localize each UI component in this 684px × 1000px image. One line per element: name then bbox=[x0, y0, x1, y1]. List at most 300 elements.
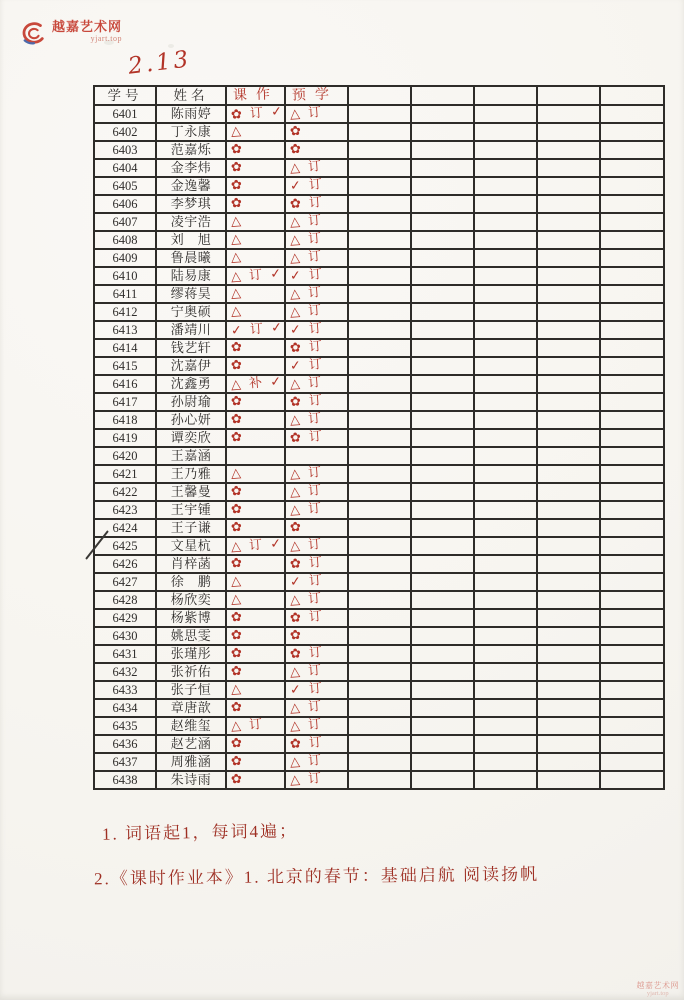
classwork-marks-cell: ✿ bbox=[226, 483, 285, 501]
empty-cell bbox=[411, 357, 474, 375]
empty-cell bbox=[348, 483, 411, 501]
student-row bbox=[94, 465, 664, 483]
empty-cell bbox=[474, 645, 537, 663]
classwork-marks-cell bbox=[226, 447, 285, 465]
student-id-cell: 6429 bbox=[94, 609, 156, 627]
student-name-cell: 赵维玺 bbox=[156, 717, 226, 735]
student-row bbox=[94, 393, 664, 411]
student-name-cell: 谭奕欣 bbox=[156, 429, 226, 447]
scan-smudge bbox=[168, 44, 174, 48]
empty-cell bbox=[537, 429, 600, 447]
empty-cell bbox=[411, 735, 474, 753]
student-name-cell: 孙心妍 bbox=[156, 411, 226, 429]
preview-marks-cell: ✓ 订 bbox=[285, 321, 348, 339]
student-name-cell: 王嘉涵 bbox=[156, 447, 226, 465]
empty-cell bbox=[474, 771, 537, 789]
empty-cell bbox=[411, 717, 474, 735]
empty-cell bbox=[537, 141, 600, 159]
student-name-cell: 凌宇浩 bbox=[156, 213, 226, 231]
student-id-cell: 6426 bbox=[94, 555, 156, 573]
empty-cell bbox=[348, 213, 411, 231]
classwork-marks-cell: △ bbox=[226, 285, 285, 303]
empty-cell bbox=[411, 447, 474, 465]
student-row bbox=[94, 141, 664, 159]
watermark-site-url: yjart.top bbox=[90, 34, 123, 43]
student-name-cell: 朱诗雨 bbox=[156, 771, 226, 789]
empty-cell bbox=[600, 555, 664, 573]
preview-marks-cell: △ 订 bbox=[285, 105, 348, 123]
empty-cell bbox=[474, 231, 537, 249]
watermark-logo-icon bbox=[18, 20, 48, 51]
student-name-cell: 范嘉烁 bbox=[156, 141, 226, 159]
empty-cell bbox=[348, 753, 411, 771]
empty-cell bbox=[411, 663, 474, 681]
student-name-cell: 沈鑫勇 bbox=[156, 375, 226, 393]
empty-cell bbox=[537, 537, 600, 555]
empty-cell bbox=[411, 645, 474, 663]
empty-cell bbox=[474, 717, 537, 735]
empty-cell bbox=[474, 321, 537, 339]
empty-cell bbox=[537, 645, 600, 663]
empty-cell bbox=[537, 285, 600, 303]
classwork-marks-cell: ✿ bbox=[226, 735, 285, 753]
classwork-marks-cell: ✓ 订 ✓ bbox=[226, 321, 285, 339]
student-name-cell: 金逸馨 bbox=[156, 177, 226, 195]
empty-cell bbox=[348, 429, 411, 447]
classwork-marks-cell: ✿ bbox=[226, 357, 285, 375]
student-row bbox=[94, 249, 664, 267]
header-empty-col bbox=[600, 86, 664, 105]
empty-cell bbox=[348, 699, 411, 717]
student-row bbox=[94, 339, 664, 357]
empty-cell bbox=[600, 717, 664, 735]
preview-marks-cell: ✿ 订 bbox=[285, 609, 348, 627]
student-id-cell: 6427 bbox=[94, 573, 156, 591]
empty-cell bbox=[411, 609, 474, 627]
empty-cell bbox=[348, 627, 411, 645]
student-row bbox=[94, 231, 664, 249]
empty-cell bbox=[411, 483, 474, 501]
empty-cell bbox=[537, 555, 600, 573]
empty-cell bbox=[600, 357, 664, 375]
student-id-cell: 6407 bbox=[94, 213, 156, 231]
student-id-cell: 6424 bbox=[94, 519, 156, 537]
scan-smudge bbox=[104, 40, 114, 45]
empty-cell bbox=[474, 411, 537, 429]
empty-cell bbox=[537, 195, 600, 213]
preview-marks-cell: ✿ 订 bbox=[285, 645, 348, 663]
preview-marks-cell: △ 订 bbox=[285, 375, 348, 393]
empty-cell bbox=[600, 735, 664, 753]
empty-cell bbox=[348, 465, 411, 483]
classwork-marks-cell: ✿ bbox=[226, 339, 285, 357]
preview-marks-cell: ✓ 订 bbox=[285, 177, 348, 195]
empty-cell bbox=[348, 591, 411, 609]
student-name-cell: 陆易康 bbox=[156, 267, 226, 285]
empty-cell bbox=[411, 105, 474, 123]
student-id-cell: 6430 bbox=[94, 627, 156, 645]
preview-marks-cell: △ 订 bbox=[285, 213, 348, 231]
empty-cell bbox=[411, 249, 474, 267]
student-row bbox=[94, 681, 664, 699]
student-row bbox=[94, 663, 664, 681]
classwork-marks-cell: ✿ bbox=[226, 177, 285, 195]
empty-cell bbox=[537, 357, 600, 375]
student-id-cell: 6415 bbox=[94, 357, 156, 375]
empty-cell bbox=[537, 663, 600, 681]
student-name-cell: 潘靖川 bbox=[156, 321, 226, 339]
homework-note-2: 2.《课时作业本》1. 北京的春节：基础启航 阅读扬帆 bbox=[93, 864, 540, 889]
student-row bbox=[94, 375, 664, 393]
empty-cell bbox=[348, 321, 411, 339]
empty-cell bbox=[537, 375, 600, 393]
empty-cell bbox=[474, 267, 537, 285]
empty-cell bbox=[600, 177, 664, 195]
student-name-cell: 赵艺涵 bbox=[156, 735, 226, 753]
header-classwork: 课作 bbox=[226, 86, 285, 105]
header-empty-col bbox=[474, 86, 537, 105]
student-id-cell: 6410 bbox=[94, 267, 156, 285]
empty-cell bbox=[537, 267, 600, 285]
empty-cell bbox=[537, 753, 600, 771]
student-name-cell: 章唐歆 bbox=[156, 699, 226, 717]
preview-marks-cell: ✿ 订 bbox=[285, 339, 348, 357]
empty-cell bbox=[411, 771, 474, 789]
empty-cell bbox=[348, 195, 411, 213]
preview-marks-cell: ✿ 订 bbox=[285, 735, 348, 753]
classwork-marks-cell: ✿ bbox=[226, 501, 285, 519]
classwork-marks-cell: ✿ bbox=[226, 429, 285, 447]
student-id-cell: 6402 bbox=[94, 123, 156, 141]
watermark-site-name: 越嘉艺术网 bbox=[636, 980, 679, 990]
empty-cell bbox=[348, 771, 411, 789]
empty-cell bbox=[411, 573, 474, 591]
empty-cell bbox=[474, 609, 537, 627]
empty-cell bbox=[537, 303, 600, 321]
empty-cell bbox=[348, 393, 411, 411]
empty-cell bbox=[537, 321, 600, 339]
empty-cell bbox=[600, 681, 664, 699]
empty-cell bbox=[537, 339, 600, 357]
classwork-marks-cell: △ bbox=[226, 681, 285, 699]
empty-cell bbox=[348, 285, 411, 303]
empty-cell bbox=[474, 429, 537, 447]
student-name-cell: 陈雨婷 bbox=[156, 105, 226, 123]
preview-marks-cell: △ 订 bbox=[285, 537, 348, 555]
empty-cell bbox=[600, 267, 664, 285]
empty-cell bbox=[474, 447, 537, 465]
student-id-cell: 6432 bbox=[94, 663, 156, 681]
empty-cell bbox=[600, 447, 664, 465]
empty-cell bbox=[411, 393, 474, 411]
student-name-cell: 鲁晨曦 bbox=[156, 249, 226, 267]
empty-cell bbox=[411, 537, 474, 555]
student-row bbox=[94, 123, 664, 141]
classwork-marks-cell: ✿ bbox=[226, 393, 285, 411]
watermark-site-name: 越嘉艺术网 bbox=[52, 19, 123, 34]
empty-cell bbox=[600, 303, 664, 321]
preview-marks-cell: ✓ 订 bbox=[285, 681, 348, 699]
empty-cell bbox=[348, 645, 411, 663]
student-name-cell: 文星杭 bbox=[156, 537, 226, 555]
empty-cell bbox=[600, 429, 664, 447]
empty-cell bbox=[537, 699, 600, 717]
student-id-cell: 6423 bbox=[94, 501, 156, 519]
student-id-cell: 6419 bbox=[94, 429, 156, 447]
empty-cell bbox=[600, 375, 664, 393]
empty-cell bbox=[411, 267, 474, 285]
preview-marks-cell: ✿ bbox=[285, 627, 348, 645]
preview-marks-cell: ✿ 订 bbox=[285, 393, 348, 411]
student-name-cell: 张祈佑 bbox=[156, 663, 226, 681]
student-id-cell: 6436 bbox=[94, 735, 156, 753]
student-id-cell: 6408 bbox=[94, 231, 156, 249]
empty-cell bbox=[600, 393, 664, 411]
student-row bbox=[94, 717, 664, 735]
table-body bbox=[94, 105, 664, 789]
header-empty-col bbox=[348, 86, 411, 105]
empty-cell bbox=[348, 573, 411, 591]
empty-cell bbox=[411, 339, 474, 357]
classwork-marks-cell: △ 订 ✓ bbox=[226, 267, 285, 285]
empty-cell bbox=[600, 231, 664, 249]
classwork-marks-cell: ✿ bbox=[226, 627, 285, 645]
empty-cell bbox=[474, 681, 537, 699]
preview-marks-cell: △ 订 bbox=[285, 231, 348, 249]
empty-cell bbox=[537, 519, 600, 537]
student-id-cell: 6438 bbox=[94, 771, 156, 789]
student-row bbox=[94, 267, 664, 285]
student-name-cell: 丁永康 bbox=[156, 123, 226, 141]
empty-cell bbox=[600, 159, 664, 177]
empty-cell bbox=[537, 501, 600, 519]
student-name-cell: 周雅涵 bbox=[156, 753, 226, 771]
student-row bbox=[94, 357, 664, 375]
classwork-marks-cell: △ 订 bbox=[226, 717, 285, 735]
empty-cell bbox=[474, 249, 537, 267]
empty-cell bbox=[348, 267, 411, 285]
student-row bbox=[94, 321, 664, 339]
student-name-cell: 钱艺轩 bbox=[156, 339, 226, 357]
classwork-marks-cell: ✿ bbox=[226, 411, 285, 429]
empty-cell bbox=[537, 105, 600, 123]
student-row bbox=[94, 483, 664, 501]
empty-cell bbox=[411, 285, 474, 303]
empty-cell bbox=[600, 501, 664, 519]
student-id-cell: 6416 bbox=[94, 375, 156, 393]
student-name-cell: 杨紫博 bbox=[156, 609, 226, 627]
empty-cell bbox=[600, 105, 664, 123]
empty-cell bbox=[537, 627, 600, 645]
empty-cell bbox=[537, 177, 600, 195]
empty-cell bbox=[600, 645, 664, 663]
empty-cell bbox=[537, 123, 600, 141]
student-row bbox=[94, 213, 664, 231]
empty-cell bbox=[411, 303, 474, 321]
student-id-cell: 6431 bbox=[94, 645, 156, 663]
classwork-marks-cell: △ bbox=[226, 465, 285, 483]
empty-cell bbox=[537, 609, 600, 627]
empty-cell bbox=[348, 663, 411, 681]
student-row bbox=[94, 753, 664, 771]
empty-cell bbox=[600, 609, 664, 627]
student-name-cell: 孙尉瑜 bbox=[156, 393, 226, 411]
empty-cell bbox=[348, 177, 411, 195]
preview-marks-cell: ✿ bbox=[285, 141, 348, 159]
student-row bbox=[94, 645, 664, 663]
empty-cell bbox=[348, 519, 411, 537]
empty-cell bbox=[411, 681, 474, 699]
empty-cell bbox=[411, 429, 474, 447]
classwork-marks-cell: ✿ bbox=[226, 645, 285, 663]
header-empty-col bbox=[537, 86, 600, 105]
empty-cell bbox=[411, 321, 474, 339]
empty-cell bbox=[474, 735, 537, 753]
preview-marks-cell: ✿ 订 bbox=[285, 195, 348, 213]
empty-cell bbox=[348, 303, 411, 321]
empty-cell bbox=[348, 249, 411, 267]
homework-note-1: 1. 词语起1，每词4遍； bbox=[101, 821, 299, 844]
empty-cell bbox=[348, 123, 411, 141]
empty-cell bbox=[411, 627, 474, 645]
student-name-cell: 张瑾彤 bbox=[156, 645, 226, 663]
classwork-marks-cell: △ 补 ✓ bbox=[226, 375, 285, 393]
empty-cell bbox=[600, 573, 664, 591]
empty-cell bbox=[411, 159, 474, 177]
student-id-cell: 6412 bbox=[94, 303, 156, 321]
preview-marks-cell: ✓ 订 bbox=[285, 573, 348, 591]
student-id-cell: 6435 bbox=[94, 717, 156, 735]
classwork-marks-cell: △ bbox=[226, 573, 285, 591]
handwritten-date: 2.13 bbox=[126, 46, 193, 80]
student-row bbox=[94, 429, 664, 447]
empty-cell bbox=[474, 591, 537, 609]
classwork-marks-cell: ✿ bbox=[226, 699, 285, 717]
empty-cell bbox=[348, 555, 411, 573]
empty-cell bbox=[348, 681, 411, 699]
empty-cell bbox=[537, 573, 600, 591]
student-id-cell: 6409 bbox=[94, 249, 156, 267]
empty-cell bbox=[411, 141, 474, 159]
preview-marks-cell: △ 订 bbox=[285, 285, 348, 303]
empty-cell bbox=[474, 753, 537, 771]
empty-cell bbox=[411, 501, 474, 519]
empty-cell bbox=[411, 519, 474, 537]
empty-cell bbox=[474, 519, 537, 537]
empty-cell bbox=[474, 555, 537, 573]
empty-cell bbox=[537, 213, 600, 231]
student-id-cell: 6413 bbox=[94, 321, 156, 339]
empty-cell bbox=[537, 465, 600, 483]
student-row bbox=[94, 411, 664, 429]
empty-cell bbox=[537, 771, 600, 789]
preview-marks-cell: △ 订 bbox=[285, 159, 348, 177]
student-id-cell: 6421 bbox=[94, 465, 156, 483]
student-name-cell: 沈嘉伊 bbox=[156, 357, 226, 375]
header-student-id: 学号 bbox=[94, 86, 156, 105]
empty-cell bbox=[537, 159, 600, 177]
empty-cell bbox=[474, 141, 537, 159]
classwork-marks-cell: ✿ bbox=[226, 159, 285, 177]
student-row bbox=[94, 735, 664, 753]
empty-cell bbox=[537, 447, 600, 465]
student-id-cell: 6417 bbox=[94, 393, 156, 411]
preview-marks-cell: △ 订 bbox=[285, 249, 348, 267]
empty-cell bbox=[537, 483, 600, 501]
student-row bbox=[94, 105, 664, 123]
empty-cell bbox=[411, 699, 474, 717]
student-name-cell: 宁奥硕 bbox=[156, 303, 226, 321]
student-id-cell: 6404 bbox=[94, 159, 156, 177]
classwork-marks-cell: ✿ bbox=[226, 753, 285, 771]
student-id-cell: 6418 bbox=[94, 411, 156, 429]
classwork-marks-cell: ✿ bbox=[226, 141, 285, 159]
student-id-cell: 6434 bbox=[94, 699, 156, 717]
empty-cell bbox=[411, 591, 474, 609]
student-row bbox=[94, 303, 664, 321]
student-row bbox=[94, 573, 664, 591]
empty-cell bbox=[348, 537, 411, 555]
empty-cell bbox=[411, 375, 474, 393]
empty-cell bbox=[537, 717, 600, 735]
empty-cell bbox=[348, 357, 411, 375]
student-row bbox=[94, 609, 664, 627]
empty-cell bbox=[600, 285, 664, 303]
preview-marks-cell: ✿ 订 bbox=[285, 429, 348, 447]
empty-cell bbox=[411, 465, 474, 483]
student-name-cell: 徐 鹏 bbox=[156, 573, 226, 591]
empty-cell bbox=[600, 627, 664, 645]
student-id-cell: 6422 bbox=[94, 483, 156, 501]
preview-marks-cell: △ 订 bbox=[285, 771, 348, 789]
classwork-marks-cell: ✿ bbox=[226, 771, 285, 789]
student-name-cell: 金李炜 bbox=[156, 159, 226, 177]
student-row bbox=[94, 159, 664, 177]
student-id-cell: 6420 bbox=[94, 447, 156, 465]
empty-cell bbox=[600, 195, 664, 213]
empty-cell bbox=[411, 753, 474, 771]
empty-cell bbox=[474, 393, 537, 411]
classwork-marks-cell: △ bbox=[226, 213, 285, 231]
empty-cell bbox=[600, 249, 664, 267]
classwork-marks-cell: ✿ bbox=[226, 195, 285, 213]
empty-cell bbox=[474, 303, 537, 321]
empty-cell bbox=[600, 519, 664, 537]
preview-marks-cell: △ 订 bbox=[285, 663, 348, 681]
empty-cell bbox=[474, 375, 537, 393]
empty-cell bbox=[348, 339, 411, 357]
header-empty-col bbox=[411, 86, 474, 105]
student-id-cell: 6403 bbox=[94, 141, 156, 159]
classwork-marks-cell: △ bbox=[226, 231, 285, 249]
empty-cell bbox=[474, 105, 537, 123]
preview-marks-cell: △ 订 bbox=[285, 411, 348, 429]
empty-cell bbox=[348, 141, 411, 159]
empty-cell bbox=[474, 195, 537, 213]
empty-cell bbox=[537, 681, 600, 699]
empty-cell bbox=[348, 735, 411, 753]
empty-cell bbox=[537, 735, 600, 753]
empty-cell bbox=[600, 213, 664, 231]
table-header-row bbox=[94, 86, 664, 105]
student-name-cell: 姚思雯 bbox=[156, 627, 226, 645]
student-row bbox=[94, 285, 664, 303]
empty-cell bbox=[600, 699, 664, 717]
empty-cell bbox=[600, 339, 664, 357]
empty-cell bbox=[411, 123, 474, 141]
student-id-cell: 6414 bbox=[94, 339, 156, 357]
empty-cell bbox=[411, 411, 474, 429]
